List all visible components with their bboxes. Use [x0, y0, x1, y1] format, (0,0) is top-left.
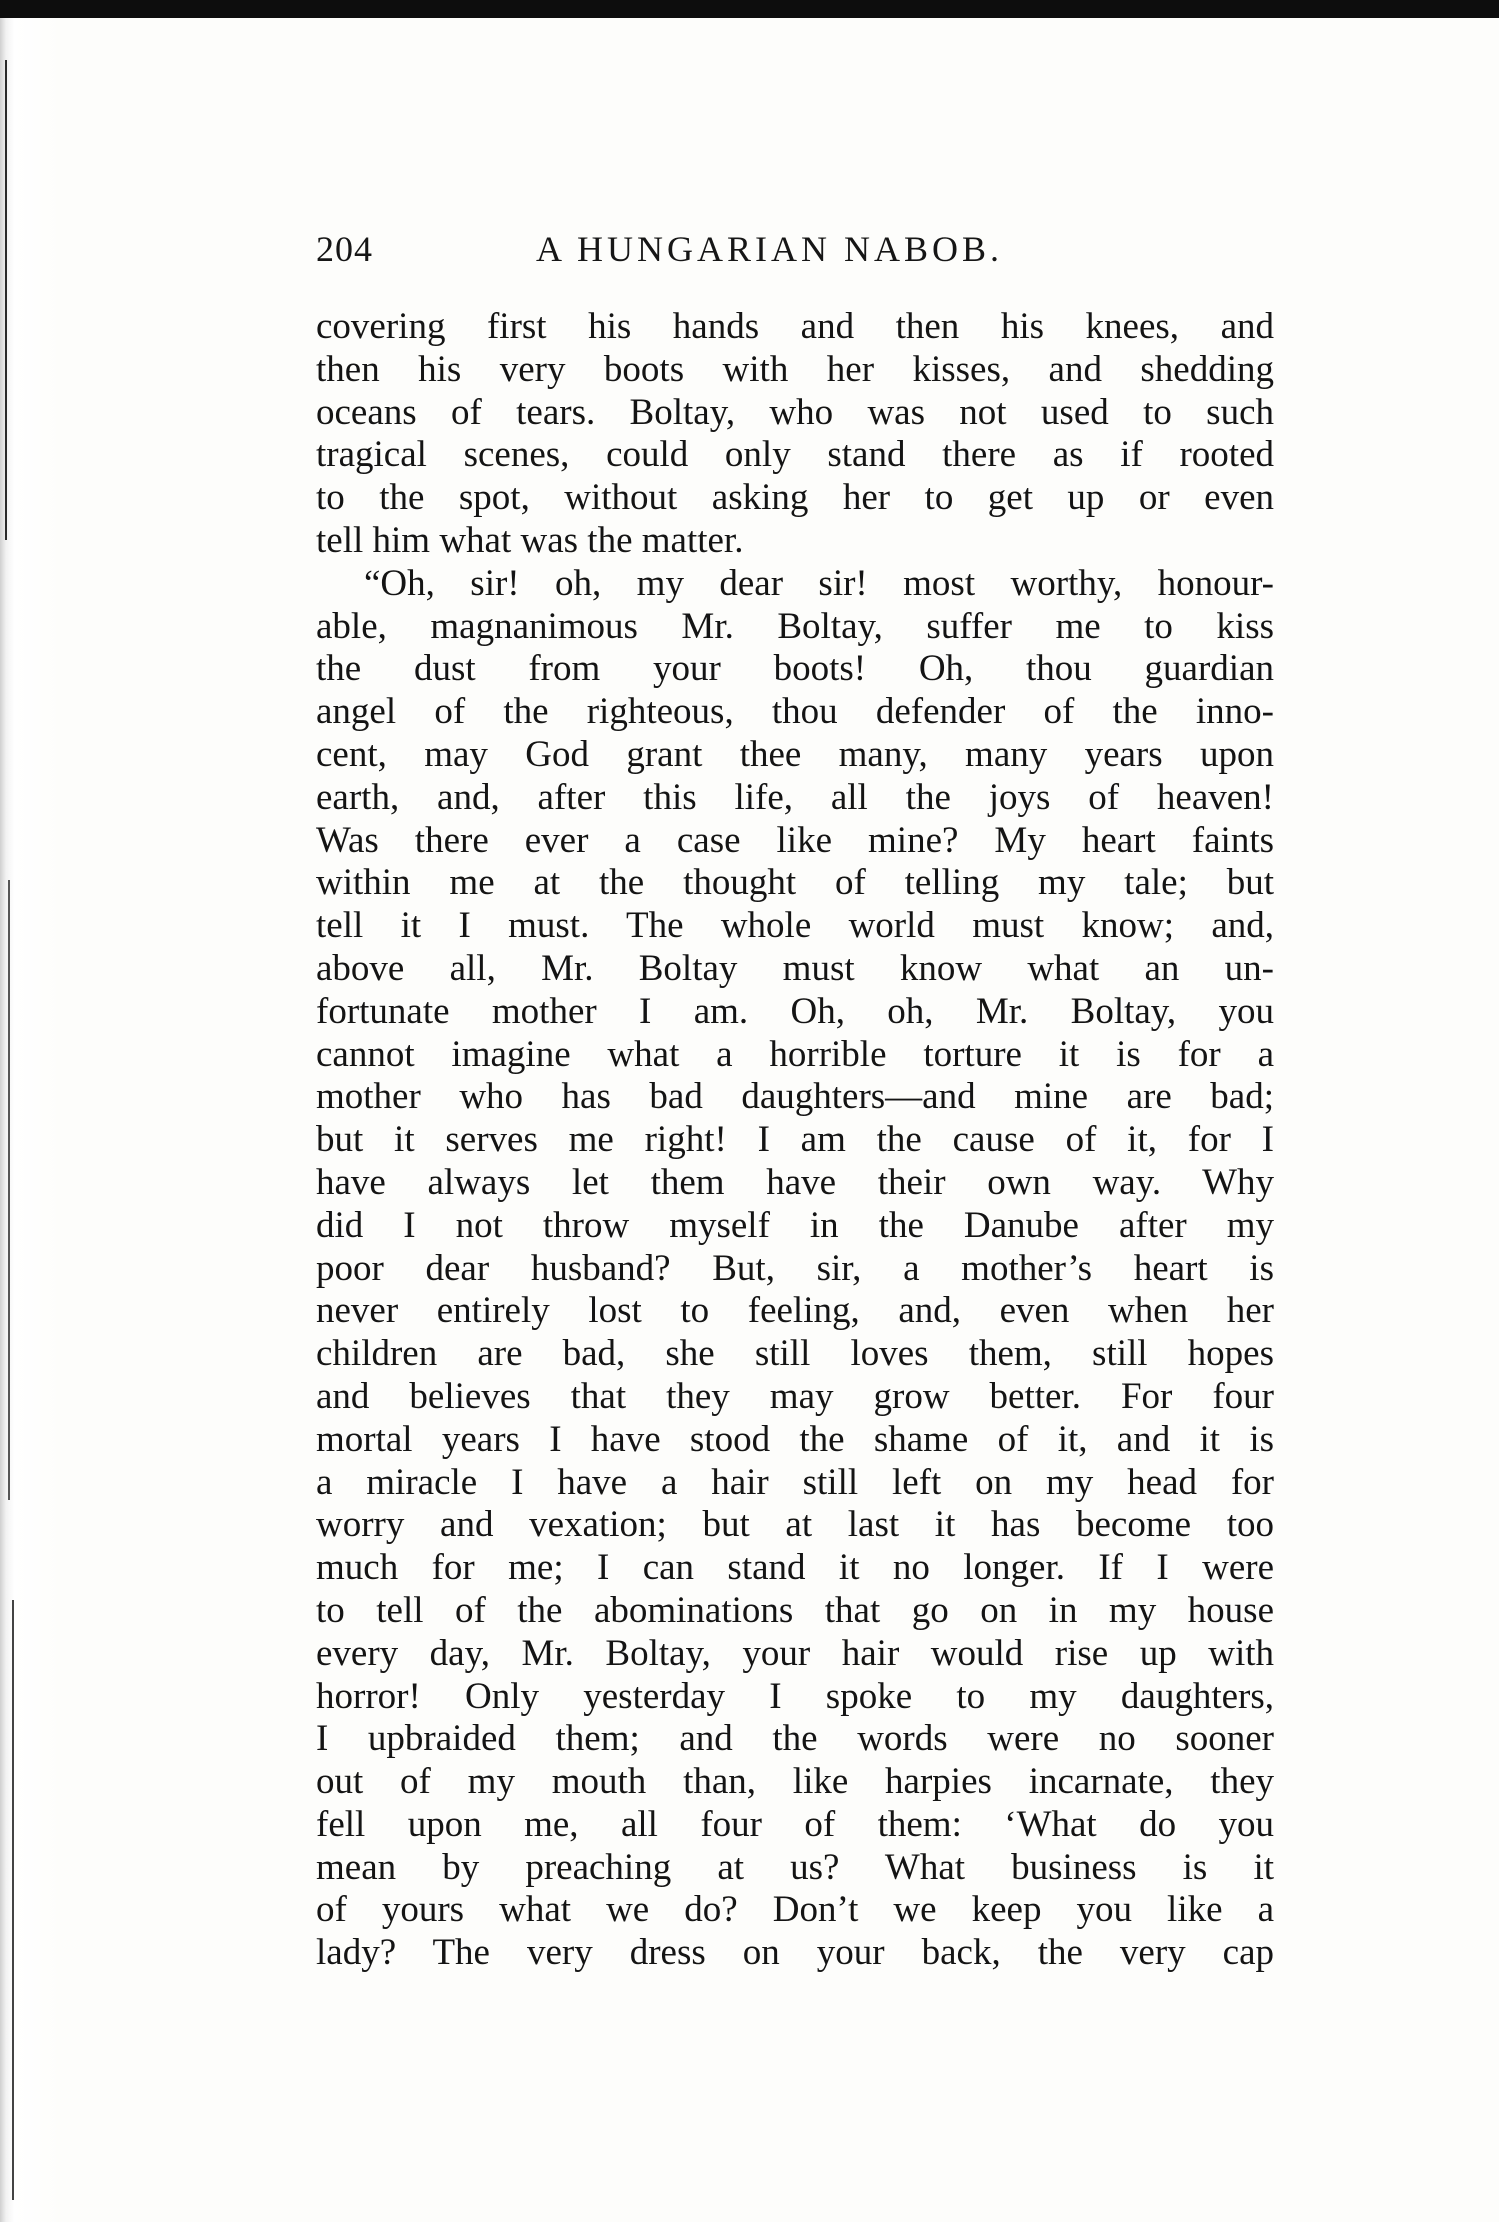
gutter-edge-line: [8, 880, 10, 1500]
text-line: mean by preaching at us? What business is it: [316, 1846, 1274, 1888]
text-line: tell it I must. The whole world must know; and,: [316, 905, 1274, 947]
text-line: mother who has bad daughters—and mine are bad;: [316, 1076, 1274, 1118]
text-line: Was there ever a case like mine? My heart faints: [316, 819, 1274, 861]
body-text: [316, 306, 1274, 1975]
text-line: worry and vexation; but at last it has become too: [316, 1504, 1274, 1546]
text-line: cent, may God grant thee many, many years upon: [316, 733, 1274, 775]
text-line: earth, and, after this life, all the joys of heaven!: [316, 776, 1274, 818]
gutter-edge-line: [12, 1600, 14, 2200]
running-title: A HUNGARIAN NABOB.: [536, 229, 1004, 269]
paragraph: [316, 306, 1274, 563]
text-line: never entirely lost to feeling, and, even when her: [316, 1290, 1274, 1332]
text-line: fell upon me, all four of them: ‘What do you: [316, 1803, 1274, 1845]
text-line: able, magnanimous Mr. Boltay, suffer me to kiss: [316, 605, 1274, 647]
text-line: but it serves me right! I am the cause of it, for I: [316, 1119, 1274, 1161]
text-line: “Oh, sir! oh, my dear sir! most worthy, honour-: [364, 562, 1274, 604]
text-line: cannot imagine what a horrible torture it is for a: [316, 1033, 1274, 1075]
text-line: oceans of tears. Boltay, who was not used to such: [316, 391, 1274, 433]
text-line: every day, Mr. Boltay, your hair would rise up with: [316, 1632, 1274, 1674]
text-line: have always let them have their own way. Why: [316, 1161, 1274, 1203]
text-line: and believes that they may grow better. For four: [316, 1375, 1274, 1417]
text-line: within me at the thought of telling my tale; but: [316, 862, 1274, 904]
text-line: horror! Only yesterday I spoke to my daughters,: [316, 1675, 1274, 1717]
paragraph: [316, 563, 1274, 1975]
gutter-edge-line: [5, 60, 7, 540]
text-line: children are bad, she still loves them, still hopes: [316, 1333, 1274, 1375]
text-line: of yours what we do? Don’t we keep you like a: [316, 1889, 1274, 1931]
text-line: fortunate mother I am. Oh, oh, Mr. Boltay, you: [316, 990, 1274, 1032]
text-line: the dust from your boots! Oh, thou guardian: [316, 648, 1274, 690]
text-line: poor dear husband? But, sir, a mother’s heart is: [316, 1247, 1274, 1289]
text-line: to tell of the abominations that go on in my house: [316, 1589, 1274, 1631]
text-line: then his very boots with her kisses, and shedding: [316, 348, 1274, 390]
top-scan-border: [0, 0, 1499, 18]
text-line: did I not throw myself in the Danube after my: [316, 1204, 1274, 1246]
text-line: tell him what was the matter.: [316, 519, 744, 561]
text-line: tragical scenes, could only stand there as if rooted: [316, 434, 1274, 476]
text-line: above all, Mr. Boltay must know what an un-: [316, 947, 1274, 989]
text-line: I upbraided them; and the words were no sooner: [316, 1718, 1274, 1760]
page-number: 204: [316, 229, 373, 269]
text-line: mortal years I have stood the shame of it, and it is: [316, 1418, 1274, 1460]
text-line: a miracle I have a hair still left on my head for: [316, 1461, 1274, 1503]
text-line: lady? The very dress on your back, the very cap: [316, 1932, 1274, 1974]
text-line: out of my mouth than, like harpies incarnate, they: [316, 1761, 1274, 1803]
text-line: angel of the righteous, thou defender of the inno-: [316, 691, 1274, 733]
text-line: much for me; I can stand it no longer. If I were: [316, 1547, 1274, 1589]
text-line: to the spot, without asking her to get up or even: [316, 477, 1274, 519]
page-header: [316, 228, 1274, 278]
text-line: covering first his hands and then his knees, and: [316, 306, 1274, 347]
